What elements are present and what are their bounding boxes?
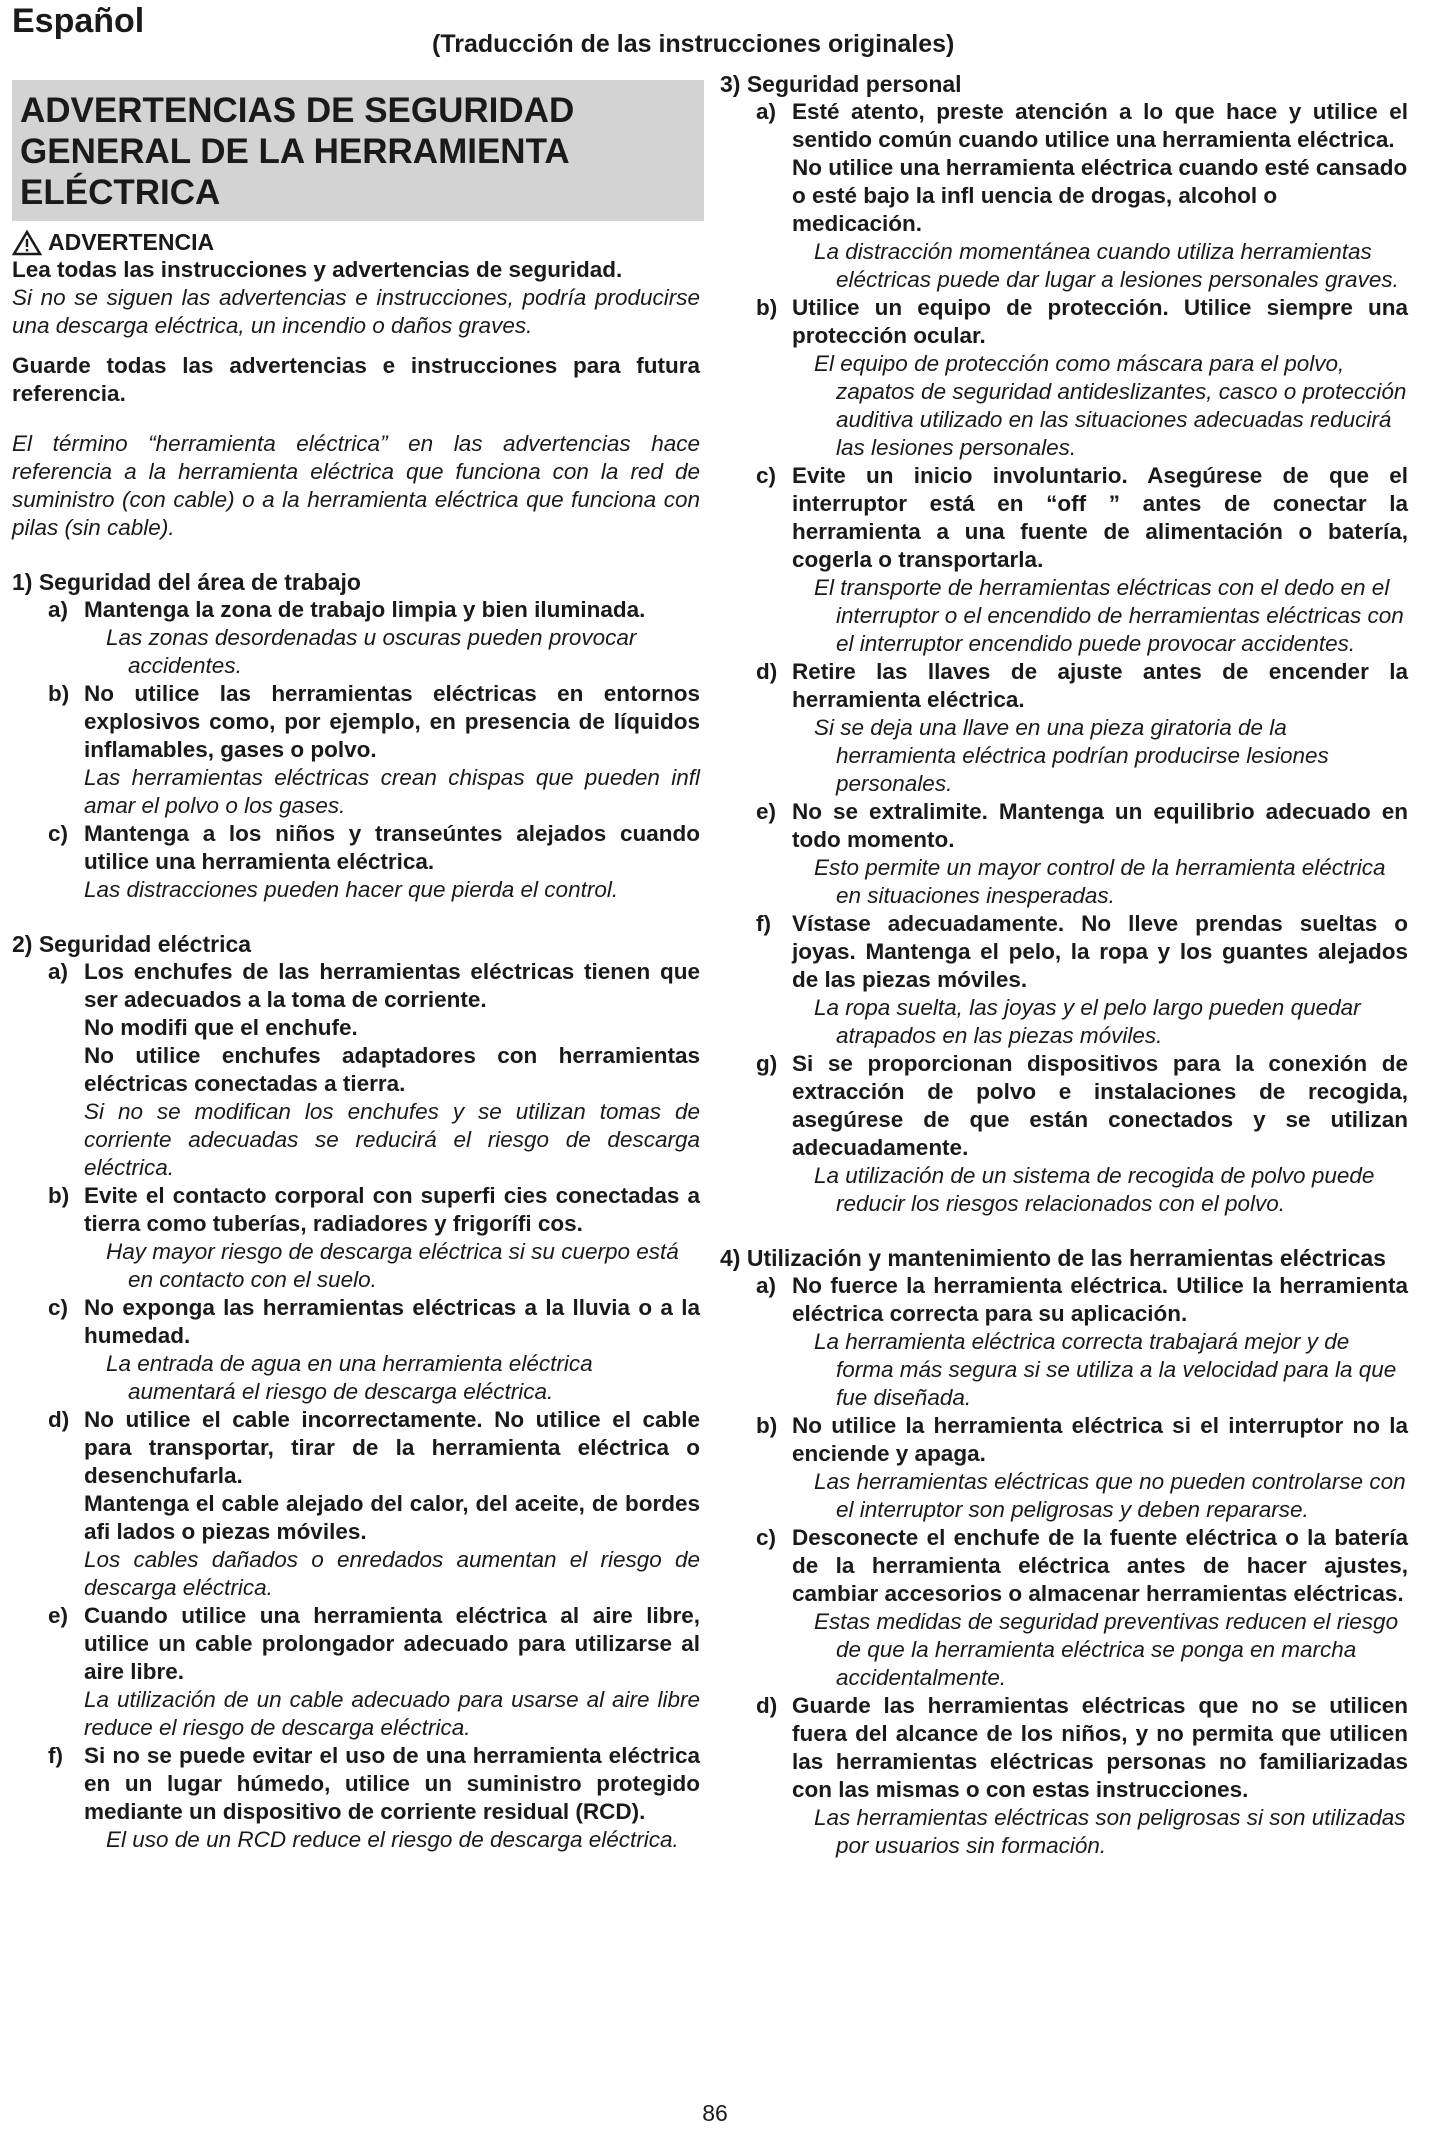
list-item: e) No se extralimite. Mantenga un equilibrio adecuado en todo momento. (756, 799, 1408, 852)
right-column (720, 70, 1408, 1860)
list-item: b) No utilice la herramienta eléctrica si el interruptor no la enciende y apaga. (756, 1413, 1408, 1466)
warning-consequence: Si no se siguen las advertencias e instrucciones, podría producirse una descarga eléctrica, un incendio o daños graves. (12, 285, 700, 338)
list-item: d) Retire las llaves de ajuste antes de encender la herramienta eléctrica. (756, 659, 1408, 712)
list-item: a) Los enchufes de las herramientas eléctricas tienen que ser adecuados a la toma de corriente. No modifi que el enchufe. No utilice enchufes adaptadores con herramientas eléctricas conectadas a tierra. Si no se modifican los enchufes y se utilizan tomas de corriente adecuadas se reducirá el riesgo de descarga eléctrica. (48, 959, 700, 1180)
list-item: a) Esté atento, preste atención a lo que hace y utilice el sentido común cuando utilice una herramienta eléctrica. (756, 99, 1408, 152)
item-note: Hay mayor riesgo de descarga eléctrica si su cuerpo está en contacto con el suelo. (106, 1239, 679, 1292)
warning-save: Guarde todas las advertencias e instrucciones para futura referencia. (12, 353, 700, 406)
translation-note: (Traducción de las instrucciones originales) (432, 30, 955, 58)
list-item: f) Vístase adecuadamente. No lleve prendas sueltas o joyas. Mantenga el pelo, la ropa y los guantes alejados de las piezas móviles. (756, 911, 1408, 992)
item-note: El transporte de herramientas eléctricas con el dedo en el interruptor o el encendido de herramientas eléctricas con el interruptor encendido puede provocar accidentes. (814, 575, 1404, 656)
section-3-items: a) Esté atento, preste atención a lo que hace y utilice el sentido común cuando utilice una herramienta eléctrica. No utilice una herramienta eléctrica cuando esté cansado o esté bajo la infl uencia de drogas, alcohol o medicación. La distracción momentánea cuando utiliza herramientas eléctricas puede dar lugar a lesiones personales graves. b) Utilice un equipo de protección. Utilice siempre una protección ocular. El equipo de protección como máscara para el polvo, zapatos de seguridad antideslizantes, casco o protección auditiva utilizado en las situaciones adecuadas reducirá las lesiones personales. c) Evite un inicio involuntario. Asegúrese de que el interruptor está en “off ” antes de conectar la herramienta a una fuente de alimentación o batería, cogerla o transportarla. El transporte de herramientas eléctricas con el dedo en el interruptor o el encendido de herramientas eléctricas con el interruptor encendido puede provocar accidentes. d) Retire las llaves de ajuste antes de encender la herramienta eléctrica. Si se deja una llave en una pieza giratoria de la herramienta eléctrica podrían producirse lesiones personales. e) No se extralimite. Mantenga un equilibrio adecuado en todo momento. Esto permite un mayor control de la herramienta eléctrica en situaciones inesperadas. f) Vístase adecuadamente. No lleve prendas sueltas o joyas. Mantenga el pelo, la ropa y los guantes alejados de las piezas móviles. La ropa suelta, las joyas y el pelo largo pueden quedar atrapados en las piezas móviles. g) Si se proporcionan dispositivos para la conexión de extracción de polvo e instalaciones de recogida, asegúrese de que están conectados y se utilizan adecuadamente. La utilización de un sistema de recogida de polvo puede reducir los riesgos relacionados con el polvo. (756, 99, 1408, 1216)
page-number: 86 (702, 2100, 728, 2126)
list-item: b) Evite el contacto corporal con superfi cies conectadas a tierra como tuberías, radiadores y frigorífi cos. (48, 1183, 700, 1236)
list-item: a) Mantenga la zona de trabajo limpia y bien iluminada. (48, 597, 646, 622)
list-item: a) No fuerce la herramienta eléctrica. Utilice la herramienta eléctrica correcta para su aplicación. (756, 1273, 1408, 1326)
list-item: g) Si se proporcionan dispositivos para la conexión de extracción de polvo e instalaciones de recogida, asegúrese de que están conectados y se utilizan adecuadamente. (756, 1051, 1408, 1160)
item-note: Las herramientas eléctricas que no pueden controlarse con el interruptor son peligrosas y deben repararse. (814, 1469, 1406, 1522)
left-column (12, 70, 700, 1854)
item-note: Las distracciones pueden hacer que pierda el control. (84, 877, 619, 902)
item-note: Las zonas desordenadas u oscuras pueden provocar accidentes. (106, 625, 637, 678)
safety-title: ADVERTENCIAS DE SEGURIDAD GENERAL DE LA HERRAMIENTA ELÉCTRICA (12, 80, 704, 221)
list-item: c) Mantenga a los niños y transeúntes alejados cuando utilice una herramienta eléctrica. (48, 821, 700, 874)
item-note: Estas medidas de seguridad preventivas reducen el riesgo de que la herramienta eléctrica se ponga en marcha accidentalmente. (814, 1609, 1399, 1690)
item-note: El equipo de protección como máscara para el polvo, zapatos de seguridad antideslizantes, casco o protección auditiva utilizado en las situaciones adecuadas reducirá las lesiones personales. (814, 351, 1407, 460)
item-note: La ropa suelta, las joyas y el pelo largo pueden quedar atrapados en las piezas móviles. (814, 995, 1361, 1048)
warning-label: ADVERTENCIA (48, 229, 215, 255)
list-item: b) Utilice un equipo de protección. Utilice siempre una protección ocular. (756, 295, 1408, 348)
item-note: La utilización de un sistema de recogida de polvo puede reducir los riesgos relacionados con el polvo. (814, 1163, 1375, 1216)
section-2-title: 2) Seguridad eléctrica (12, 931, 252, 957)
item-note: El uso de un RCD reduce el riesgo de descarga eléctrica. (106, 1827, 679, 1852)
list-item: c) Evite un inicio involuntario. Asegúrese de que el interruptor está en “off ” antes de conectar la herramienta a una fuente de alimentación o batería, cogerla o transportarla. (756, 463, 1408, 572)
warning-triangle-icon (12, 230, 42, 256)
list-item: b) No utilice las herramientas eléctricas en entornos explosivos como, por ejemplo, en presencia de líquidos inflamables, gases o polvo. (48, 681, 700, 762)
list-item: d) No utilice el cable incorrectamente. No utilice el cable para transportar, tirar de la herramienta eléctrica o desenchufarla. Mantenga el cable alejado del calor, del aceite, de bordes afi lados o piezas móviles. Los cables dañados o enredados aumentan el riesgo de descarga eléctrica. (48, 1407, 700, 1600)
section-4-items (720, 1272, 1408, 1860)
section-1-items (12, 596, 700, 904)
list-item: c) Desconecte el enchufe de la fuente eléctrica o la batería de la herramienta eléctrica antes de hacer ajustes, cambiar accesorios o almacenar herramientas eléctricas. (756, 1525, 1408, 1606)
item-note: La entrada de agua en una herramienta eléctrica aumentará el riesgo de descarga eléctrica. (106, 1351, 593, 1404)
list-item: e) Cuando utilice una herramienta eléctrica al aire libre, utilice un cable prolongador adecuado para utilizarse al aire libre. La utilización de un cable adecuado para usarse al aire libre reduce el riesgo de descarga eléctrica. (48, 1603, 700, 1740)
section-4-title: 4) Utilización y mantenimiento de las herramientas eléctricas (720, 1245, 1386, 1271)
item-note: La herramienta eléctrica correcta trabajará mejor y de forma más segura si se utiliza a la velocidad para la que fue diseñada. (814, 1329, 1397, 1410)
warning-heading (12, 229, 700, 256)
item-note: La distracción momentánea cuando utiliza herramientas eléctricas puede dar lugar a lesiones personales graves. (814, 239, 1399, 292)
item-note: Las herramientas eléctricas son peligrosas si son utilizadas por usuarios sin formación. (814, 1805, 1406, 1858)
language-heading: Español (12, 2, 145, 40)
list-item: d) Guarde las herramientas eléctricas que no se utilicen fuera del alcance de los niños, y no permita que utilicen las herramientas eléctricas personas no familiarizadas con las mismas o con estas instrucciones. (756, 1693, 1408, 1802)
list-item: f) Si no se puede evitar el uso de una herramienta eléctrica en un lugar húmedo, utilice un suministro protegido mediante un dispositivo de corriente residual (RCD). (48, 1743, 700, 1824)
section-1-title: 1) Seguridad del área de trabajo (12, 569, 361, 595)
item-note: Si se deja una llave en una pieza giratoria de la herramienta eléctrica podrían producirse lesiones personales. (814, 715, 1329, 796)
section-3-title: 3) Seguridad personal (720, 71, 962, 97)
item-note: Las herramientas eléctricas crean chispas que pueden infl amar el polvo o los gases. (84, 765, 700, 818)
item-note: Esto permite un mayor control de la herramienta eléctrica en situaciones inesperadas. (814, 855, 1386, 908)
warning-read-all: Lea todas las instrucciones y advertencias de seguridad. (12, 257, 623, 282)
section-2-items (12, 958, 700, 1854)
list-item: c) No exponga las herramientas eléctricas a la lluvia o a la humedad. (48, 1295, 700, 1348)
warning-term: El término “herramienta eléctrica” en las advertencias hace referencia a la herramienta eléctrica que funciona con la red de suministro (con cable) o a la herramienta eléctrica que funciona con pilas (sin cable). (12, 431, 700, 540)
